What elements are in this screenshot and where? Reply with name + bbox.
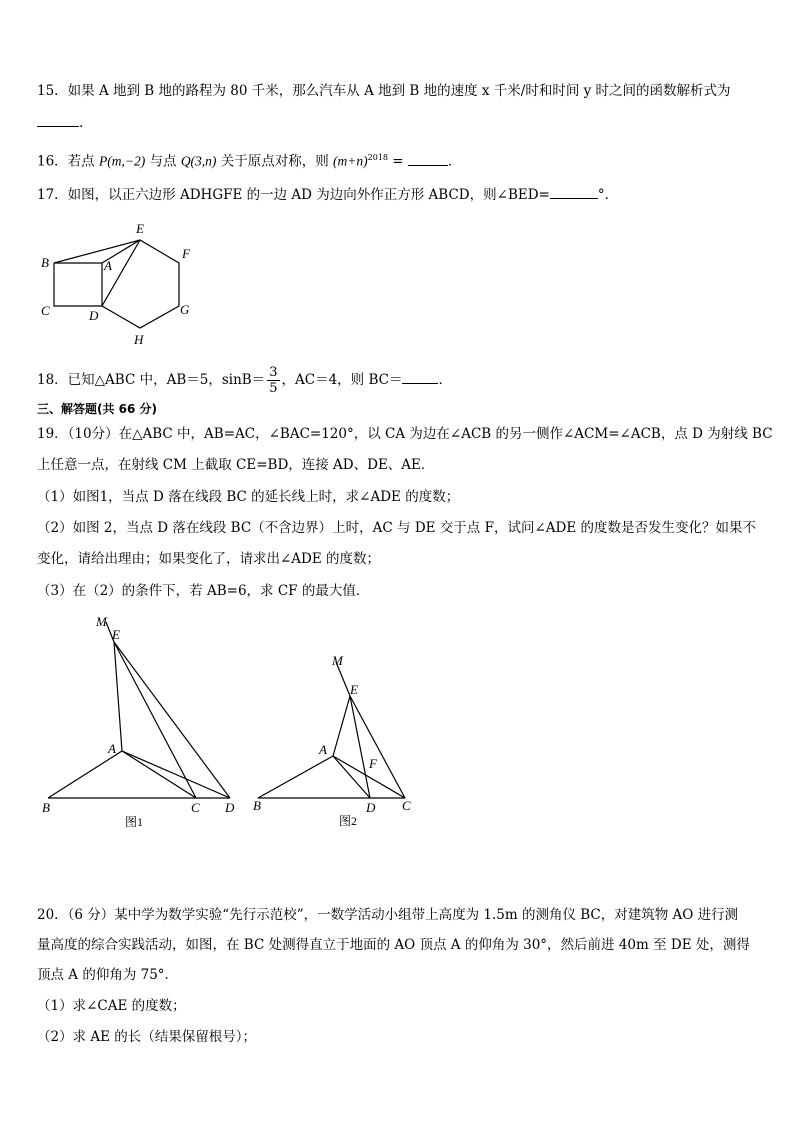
fig2-label-E: E <box>350 682 358 697</box>
fig1-label-A: A <box>108 741 116 756</box>
q19-part2b: 变化，请给出理由；如果变化了，请求出∠ADE 的度数； <box>37 551 381 567</box>
q16-exponent: 2018 <box>367 153 388 162</box>
fig1-label-D: D <box>225 800 235 815</box>
section3-heading: 三、解答题(共 66 分) <box>37 402 158 416</box>
q17-label-D: D <box>89 308 99 323</box>
q17-unit: °. <box>597 187 609 203</box>
fig2-label-M: M <box>332 653 343 668</box>
q19-part3: （3）在（2）的条件下，若 AB=6，求 CF 的最大值． <box>37 583 370 599</box>
q19-figure-1 <box>36 610 246 830</box>
q18-frac-den: 5 <box>269 381 278 396</box>
fig2-label-B: B <box>253 798 261 813</box>
fig2-label-C: C <box>402 798 411 813</box>
q17-label-H: H <box>134 332 144 347</box>
q19-figure-2 <box>250 650 430 830</box>
fig1-label-B: B <box>42 800 50 815</box>
q17-figure <box>36 218 206 350</box>
q16-point-q: Q(3,n) <box>180 153 217 169</box>
q16-eq: = <box>392 153 404 170</box>
q17-line <box>37 184 609 205</box>
q17-label-C: C <box>41 303 50 318</box>
q16-line: 16．若点 P(m,−2) 与点 Q(3,n) 关于原点对称，则 $(m+n)^{2018}$ = ． <box>37 148 461 172</box>
fig1-label-E: E <box>112 627 120 642</box>
q18-frac-num: 3 <box>269 365 278 380</box>
q16-point-p: P(m,−2) <box>98 153 146 169</box>
q16-mid: 与点 <box>149 153 177 170</box>
fig2-label-F: F <box>369 756 377 771</box>
fig2-caption: 图2 <box>339 814 358 828</box>
q20-line1: 20．（6 分）某中学为数学实验“先行示范校”，一数学活动小组带上高度为 1.5m 的测角仪 BC，对建筑物 AO 进行测 <box>37 907 739 923</box>
q17-label-E: E <box>136 221 144 236</box>
q18-fraction <box>267 365 279 396</box>
q19-line2: 上任意一点，在射线 CM 上截取 CE=BD，连接 AD、DE、AE． <box>37 457 435 473</box>
fig1-label-M: M <box>96 614 107 629</box>
fig1-caption: 图1 <box>125 815 144 829</box>
q17-label-F: F <box>182 246 190 261</box>
q17-label-A: A <box>104 258 112 273</box>
q19-part1: （1）如图1，当点 D 落在线段 BC 的延长线上时，求∠ADE 的度数； <box>37 489 460 505</box>
q20-part2: （2）求 AE 的长（结果保留根号）； <box>37 1029 257 1045</box>
q18-suffix: ，AC＝4，则 BC＝ <box>281 372 403 388</box>
fig2-label-D: D <box>366 800 376 815</box>
q17-answer-blank <box>550 184 598 199</box>
q15-text: 15．如果 A 地到 B 地的路程为 80 千米，那么汽车从 A 地到 B 地的速度 x 千米/时和时间 y 时之间的函数解析式为 <box>37 83 731 99</box>
q17-label-B: B <box>41 255 49 270</box>
q20-line2: 量高度的综合实践活动，如图，在 BC 处测得直立于地面的 AO 顶点 A 的仰角为 30°，然后前进 40m 至 DE 处，测得 <box>37 937 750 953</box>
q16-answer-blank <box>408 151 448 166</box>
q18-line: 18．已知△ABC 中，AB＝5，sinB＝ $\frac{3}{5}$ ，AC＝4，则 BC＝ ． <box>37 365 452 396</box>
fig1-label-C: C <box>191 800 200 815</box>
q17-text: 17．如图，以正六边形 ADHGFE 的一边 AD 为边向外作正方形 ABCD，则∠BED= <box>37 187 550 203</box>
q17-label-G: G <box>180 302 190 317</box>
q19-part2a: （2）如图 2，当点 D 落在线段 BC（不含边界）上时，AC 与 DE 交于点 F，试问∠ADE 的度数是否发生变化？如果不 <box>37 520 756 536</box>
q18-answer-blank <box>402 369 438 384</box>
q20-part1: （1）求∠CAE 的度数； <box>37 998 186 1014</box>
q16-tail: 关于原点对称，则 <box>220 153 329 170</box>
q19-line1: 19．（10分）在△ABC 中，AB=AC，∠BAC=120°，以 CA 为边在∠ACB 的另一侧作∠ACM=∠ACB，点 D 为射线 BC <box>37 426 773 442</box>
q16-expr: (m+n) <box>333 153 368 169</box>
q20-line3: 顶点 A 的仰角为 75°． <box>37 967 179 983</box>
fig2-label-A: A <box>319 742 327 757</box>
q16-prefix: 16．若点 <box>37 153 95 170</box>
q18-prefix: 18．已知△ABC 中，AB＝5，sinB＝ <box>37 372 266 388</box>
q15-answer-blank: . <box>37 112 83 133</box>
